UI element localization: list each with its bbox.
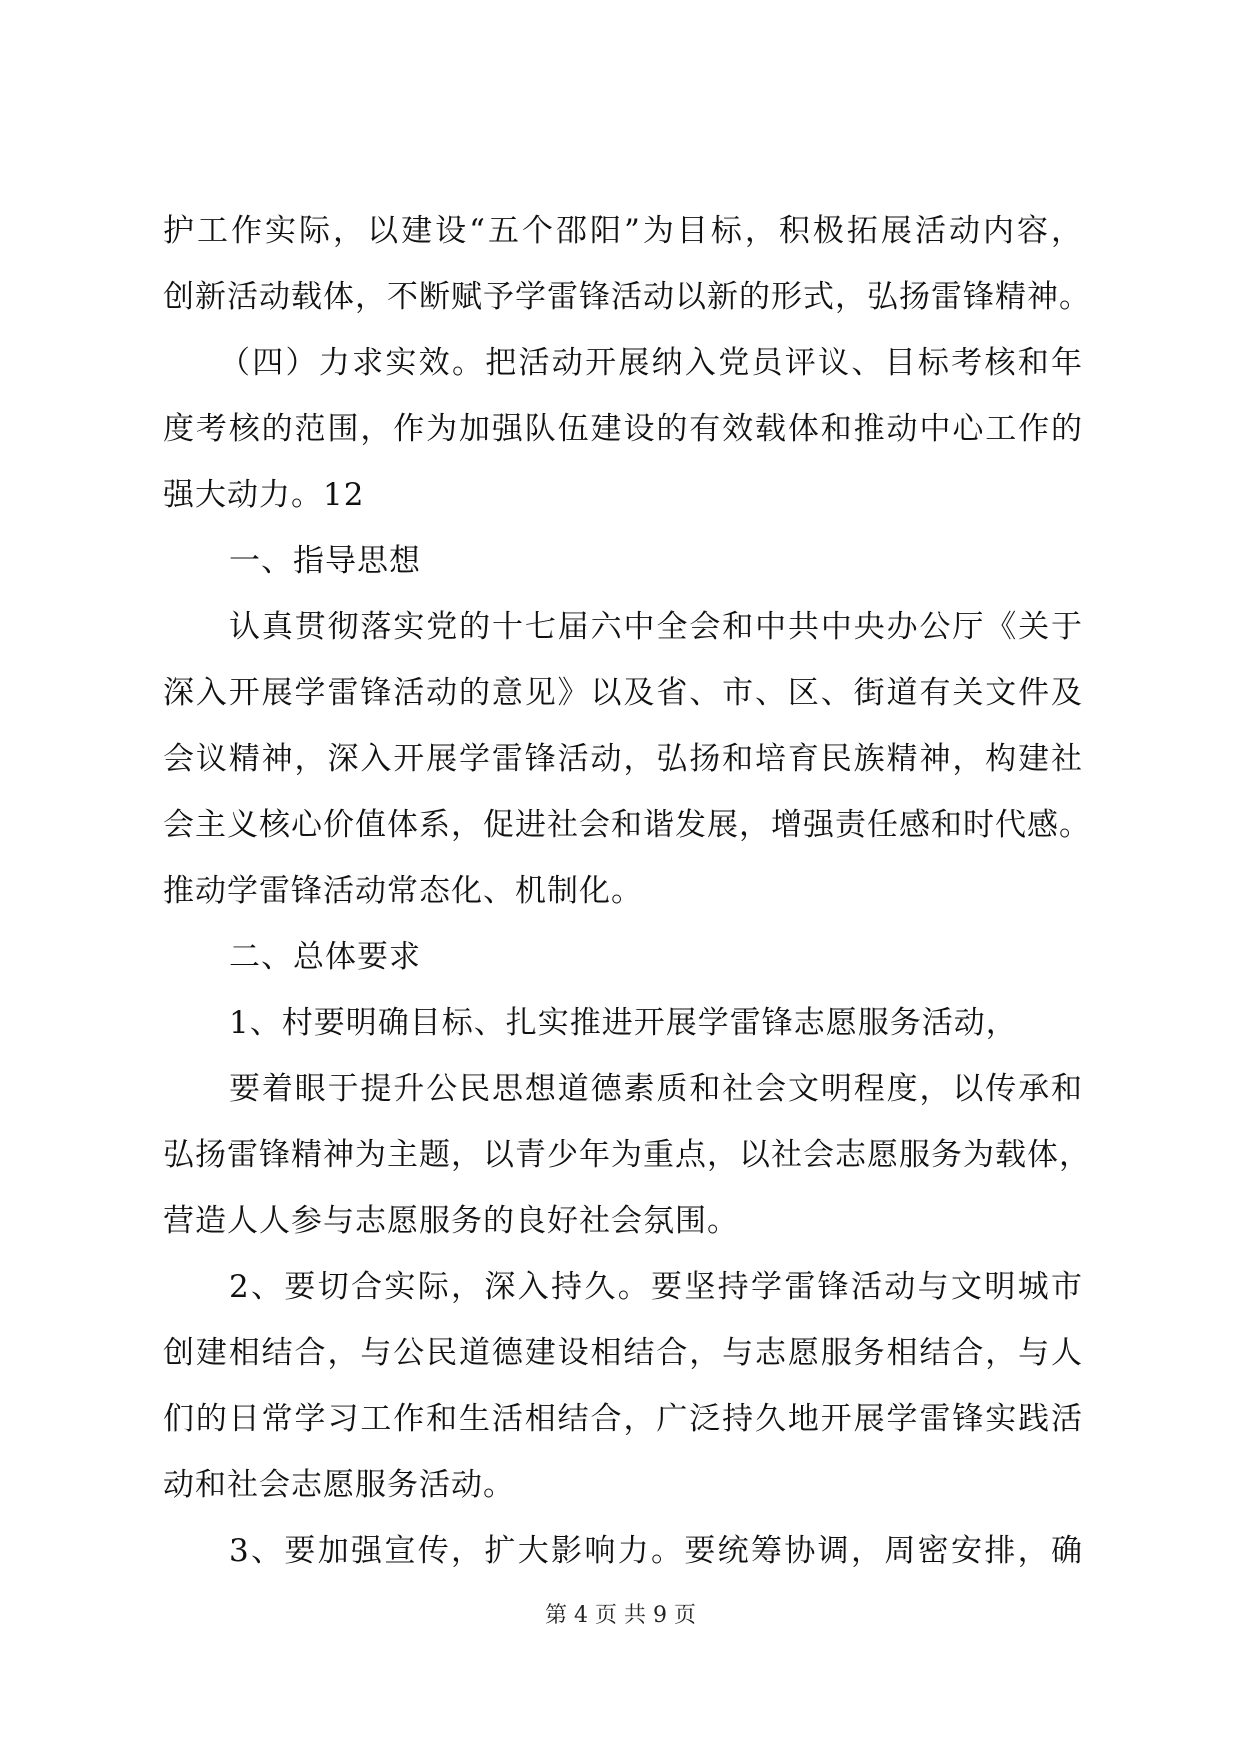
text-line: （四）力求实效。把活动开展纳入党员评议、目标考核和年 (219, 345, 1083, 381)
text-line: 推动学雷锋活动常态化、机制化。 (163, 873, 643, 909)
text-line: 2、要切合实际，深入持久。要坚持学雷锋活动与文明城市 (229, 1269, 1083, 1305)
text-line: 营造人人参与志愿服务的良好社会氛围。 (163, 1203, 739, 1239)
text-line: 深入开展学雷锋活动的意见》以及省、市、区、街道有关文件及 (163, 675, 1083, 711)
text-line: 3、要加强宣传，扩大影响力。要统筹协调，周密安排，确 (229, 1533, 1083, 1569)
text-line: 认真贯彻落实党的十七届六中全会和中共中央办公厅《关于 (229, 609, 1083, 645)
page-footer (0, 1598, 1241, 1629)
document-body (163, 198, 1091, 1584)
text-line: 度考核的范围，作为加强队伍建设的有效载体和推动中心工作的 (163, 411, 1083, 447)
text-line: 护工作实际，以建设“五个邵阳”为目标，积极拓展活动内容， (163, 213, 1083, 249)
section-heading: 一、指导思想 (229, 543, 421, 579)
text-line: 1、村要明确目标、扎实推进开展学雷锋志愿服务活动， (229, 1005, 1018, 1041)
page-number-label: 第 4 页 共 9 页 (545, 1603, 696, 1628)
section-heading: 二、总体要求 (229, 939, 421, 975)
text-line: 会议精神，深入开展学雷锋活动，弘扬和培育民族精神，构建社 (163, 741, 1083, 777)
text-line: 创建相结合，与公民道德建设相结合，与志愿服务相结合，与人 (163, 1335, 1083, 1371)
text-line: 弘扬雷锋精神为主题，以青少年为重点，以社会志愿服务为载体， (163, 1137, 1091, 1173)
text-line: 动和社会志愿服务活动。 (163, 1467, 515, 1503)
text-line: 会主义核心价值体系，促进社会和谐发展，增强责任感和时代感。 (163, 807, 1091, 843)
text-line: 要着眼于提升公民思想道德素质和社会文明程度，以传承和 (229, 1071, 1083, 1107)
text-line: 创新活动载体，不断赋予学雷锋活动以新的形式，弘扬雷锋精神。 (163, 279, 1091, 315)
text-line: 们的日常学习工作和生活相结合，广泛持久地开展学雷锋实践活 (163, 1401, 1083, 1437)
text-line: 强大动力。12 (163, 477, 365, 513)
